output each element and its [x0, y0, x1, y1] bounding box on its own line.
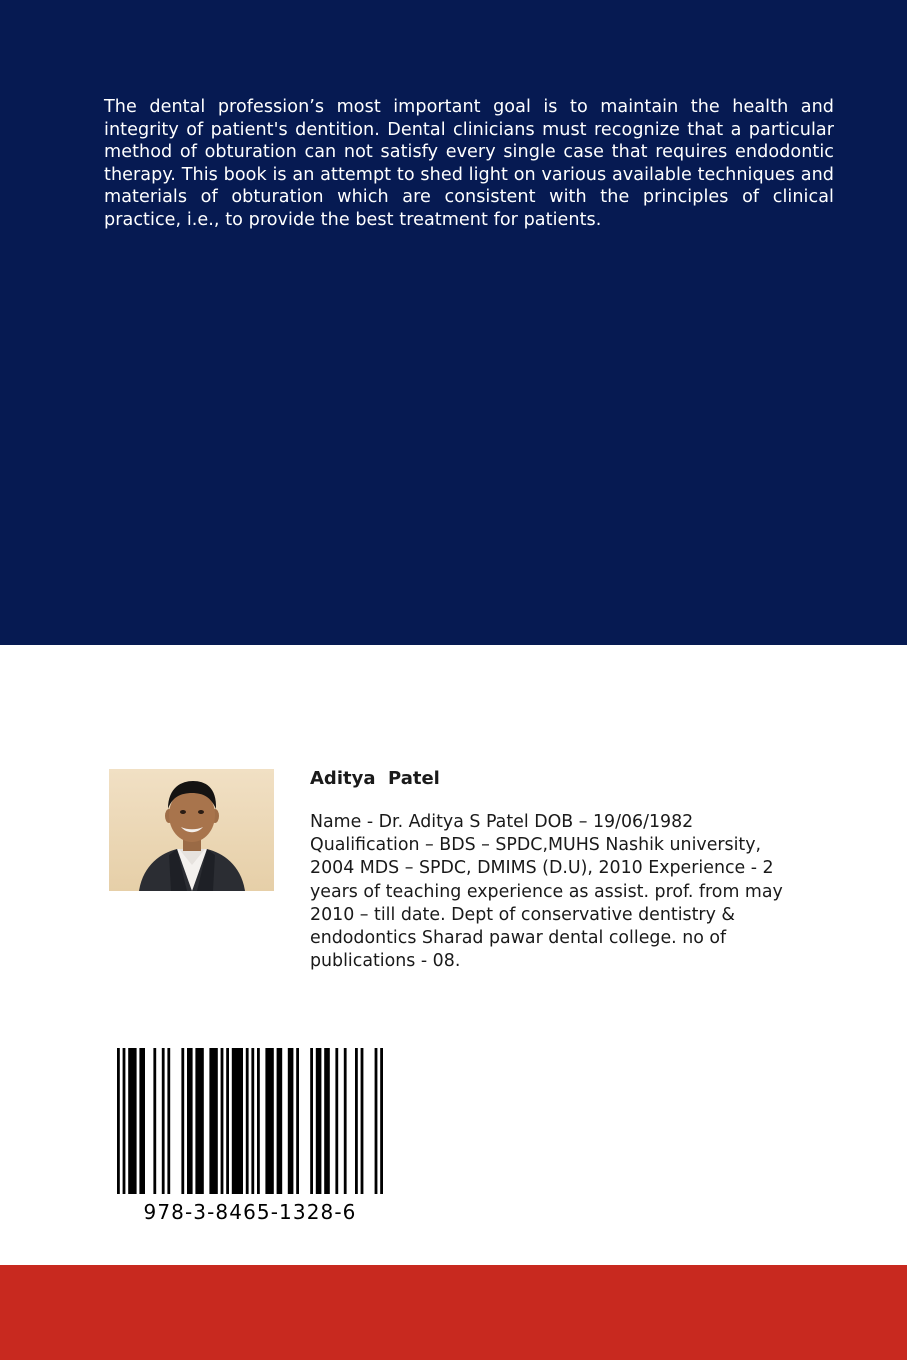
- barcode-bar: [380, 1048, 383, 1194]
- author-photo: [109, 769, 274, 891]
- barcode-bar: [195, 1048, 203, 1194]
- barcode-bar: [221, 1048, 224, 1194]
- barcode-bar: [296, 1048, 299, 1194]
- isbn-barcode: [117, 1048, 383, 1194]
- barcode-bar: [187, 1048, 193, 1194]
- author-portrait-image: [109, 769, 274, 891]
- barcode-bar: [257, 1048, 260, 1194]
- barcode-bar: [117, 1048, 120, 1194]
- barcode-bar: [246, 1048, 249, 1194]
- book-blurb: The dental profession’s most important goal is to maintain the health and integrity of patient's dentition. Dental clinicians must recognize that a particular method of obturation can not satisfy every single case that requires endodontic therapy. This book is an attempt to shed light on various available techniques and materials of obturation which are consistent with the principles of clinical practice, i.e., to provide the best treatment for patients.: [104, 97, 834, 230]
- barcode-bar: [316, 1048, 322, 1194]
- barcode-bar: [123, 1048, 126, 1194]
- author-bio: Name - Dr. Aditya S Patel DOB – 19/06/1982 Qualification – BDS – SPDC,MUHS Nashik university, 2004 MDS – SPDC, DMIMS (D.U), 2010 Experience - 2 years of teaching experience as assist. prof. from may 2010 – till date. Dept of conservative dentistry & endodontics Sharad pawar dental college. no of publications - 08.: [310, 812, 783, 972]
- barcode-bar: [167, 1048, 170, 1194]
- barcode-bar: [128, 1048, 136, 1194]
- barcode-bar: [232, 1048, 243, 1194]
- author-name: Aditya Patel: [310, 768, 440, 789]
- bottom-red-band: [0, 1265, 907, 1360]
- barcode-bar: [181, 1048, 184, 1194]
- isbn-number: 978-3-8465-1328-6: [143, 1200, 357, 1224]
- barcode-bar: [162, 1048, 165, 1194]
- barcode-bar: [251, 1048, 254, 1194]
- barcode-bar: [344, 1048, 347, 1194]
- barcode-bar: [209, 1048, 217, 1194]
- barcode-bar: [288, 1048, 294, 1194]
- barcode-bar: [335, 1048, 338, 1194]
- top-blue-panel: [0, 0, 907, 645]
- barcode-bar: [265, 1048, 273, 1194]
- barcode-bar: [361, 1048, 364, 1194]
- barcode-bar: [139, 1048, 145, 1194]
- barcode-bar: [324, 1048, 330, 1194]
- barcode-bar: [375, 1048, 378, 1194]
- barcode-bar: [226, 1048, 229, 1194]
- barcode-bar: [310, 1048, 313, 1194]
- barcode-bar: [355, 1048, 358, 1194]
- barcode-bar: [277, 1048, 283, 1194]
- barcode-bar: [153, 1048, 156, 1194]
